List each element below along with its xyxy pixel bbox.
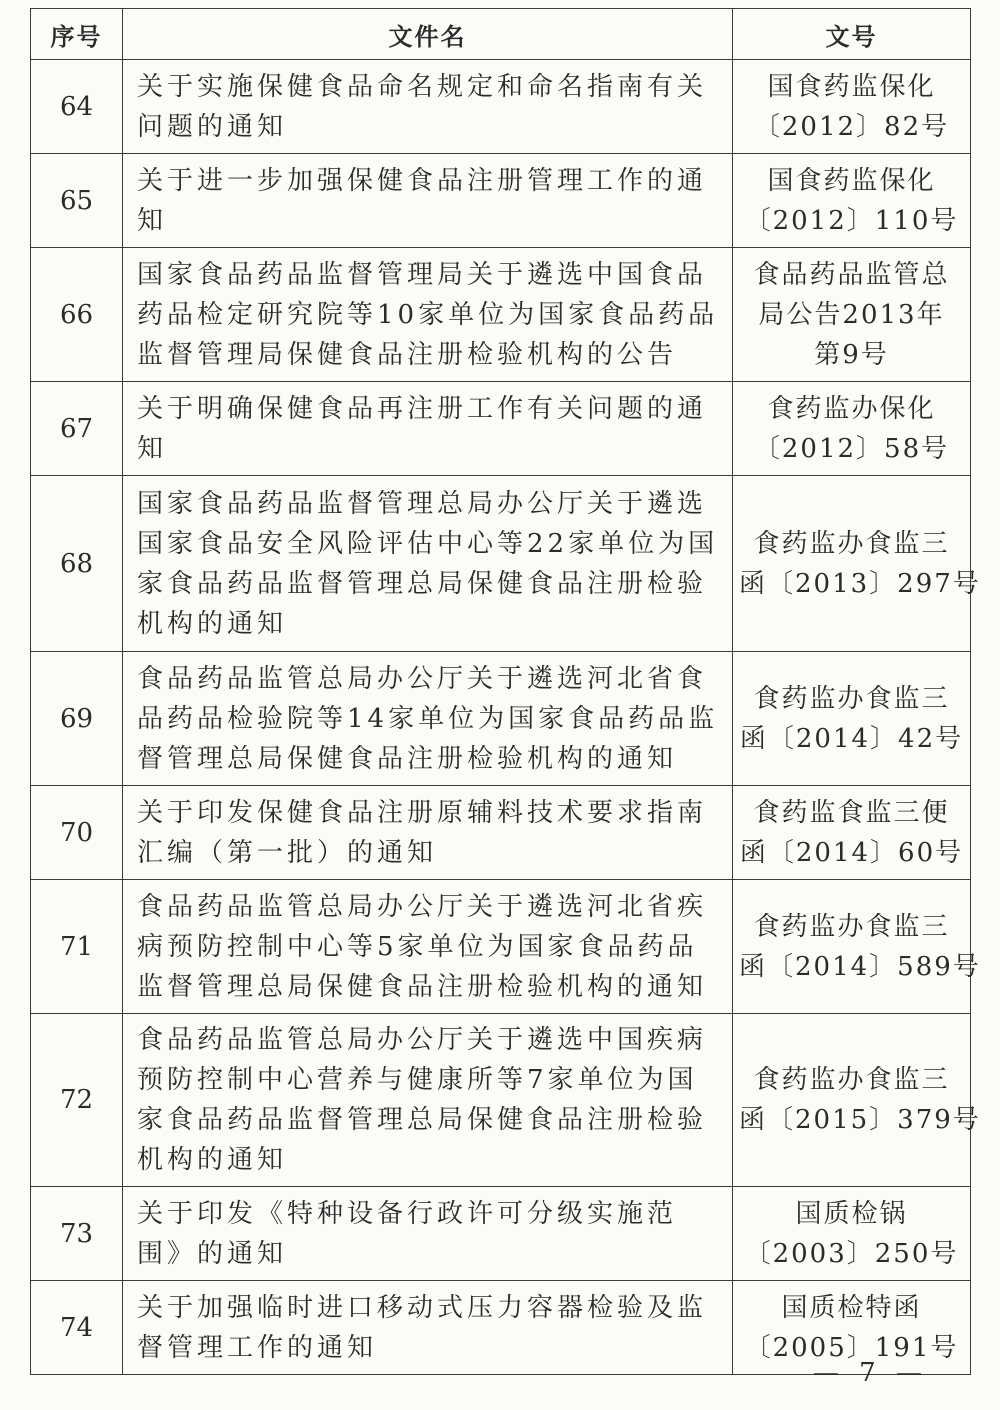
header-document-name: 文件名 bbox=[123, 9, 733, 60]
row-serial-number: 74 bbox=[31, 1281, 123, 1375]
row-serial-number: 69 bbox=[31, 652, 123, 786]
header-serial-number: 序号 bbox=[31, 9, 123, 60]
row-serial-number: 66 bbox=[31, 248, 123, 382]
row-document-code bbox=[733, 1014, 981, 1187]
document-code-line: 函〔2014〕42号 bbox=[739, 723, 964, 754]
row-document-name: 食品药品监管总局办公厅关于遴选河北省疾病预防控制中心等5家单位为国家食品药品监督管理总局保健食品注册检验机构的通知 bbox=[123, 880, 733, 1014]
row-serial-number: 70 bbox=[31, 786, 123, 880]
row-document-name: 食品药品监管总局办公厅关于遴选河北省食品药品检验院等14家单位为国家食品药品监督管理总局保健食品注册检验机构的通知 bbox=[123, 652, 733, 786]
document-code-line: 国质检特函 bbox=[781, 1292, 922, 1323]
document-code-line: 〔2003〕250号 bbox=[744, 1238, 959, 1269]
document-code-line: 〔2012〕58号 bbox=[753, 433, 950, 464]
document-code-line: 国食药监保化 bbox=[767, 71, 936, 102]
table-row bbox=[31, 652, 971, 786]
document-code-line: 食药监办食监三 bbox=[753, 911, 950, 942]
document-code-line: 食品药品监管总 bbox=[753, 259, 950, 290]
row-document-name: 关于明确保健食品再注册工作有关问题的通知 bbox=[123, 382, 733, 476]
document-code-line: 函〔2013〕297号 bbox=[739, 568, 981, 599]
document-code-line: 食药监办食监三 bbox=[753, 1065, 950, 1095]
row-document-code bbox=[733, 154, 971, 248]
document-code-line: 函〔2015〕379号 bbox=[739, 1105, 981, 1135]
document-code-line: 国食药监保化 bbox=[767, 165, 936, 196]
row-serial-number: 71 bbox=[31, 880, 123, 1014]
document-table bbox=[30, 8, 981, 1375]
row-serial-number: 68 bbox=[31, 476, 123, 652]
document-code-line: 食药监办食监三 bbox=[753, 528, 950, 559]
table-row bbox=[31, 476, 971, 652]
table-row bbox=[31, 880, 971, 1014]
table-row bbox=[31, 1014, 971, 1187]
document-code-line: 国质检锅 bbox=[795, 1198, 908, 1229]
table-header-row bbox=[31, 9, 971, 60]
table-row bbox=[31, 154, 971, 248]
header-document-code: 文号 bbox=[733, 9, 971, 60]
page-number: — 7 — bbox=[812, 1358, 928, 1388]
row-document-name: 国家食品药品监督管理局关于遴选中国食品药品检定研究院等10家单位为国家食品药品监督管理局保健食品注册检验机构的公告 bbox=[123, 248, 733, 382]
row-document-code bbox=[733, 60, 971, 154]
document-code-line: 食药监办食监三 bbox=[753, 683, 950, 714]
row-serial-number: 73 bbox=[31, 1187, 123, 1281]
table-row bbox=[31, 60, 971, 154]
row-document-name: 关于加强临时进口移动式压力容器检验及监督管理工作的通知 bbox=[123, 1281, 733, 1375]
table-row bbox=[31, 248, 971, 382]
row-document-code bbox=[733, 652, 971, 786]
table-row bbox=[31, 786, 971, 880]
table-row bbox=[31, 1187, 971, 1281]
document-code-line: 函〔2014〕60号 bbox=[739, 837, 964, 868]
document-code-line: 第9号 bbox=[814, 339, 889, 370]
document-code-line: 局公告2013年 bbox=[758, 299, 945, 330]
row-document-code bbox=[733, 382, 971, 476]
row-document-name: 关于印发《特种设备行政许可分级实施范围》的通知 bbox=[123, 1187, 733, 1281]
document-code-line: 函〔2014〕589号 bbox=[739, 951, 981, 982]
row-serial-number: 65 bbox=[31, 154, 123, 248]
row-document-code bbox=[733, 1187, 971, 1281]
document-code-line: 〔2012〕110号 bbox=[744, 205, 959, 236]
row-serial-number: 72 bbox=[31, 1014, 123, 1187]
row-document-name: 关于印发保健食品注册原辅料技术要求指南汇编（第一批）的通知 bbox=[123, 786, 733, 880]
row-document-name: 关于实施保健食品命名规定和命名指南有关问题的通知 bbox=[123, 60, 733, 154]
document-code-line: 〔2005〕191号 bbox=[744, 1332, 959, 1363]
row-serial-number: 67 bbox=[31, 382, 123, 476]
row-document-code bbox=[733, 786, 971, 880]
row-document-code bbox=[733, 248, 971, 382]
row-document-name: 关于进一步加强保健食品注册管理工作的通知 bbox=[123, 154, 733, 248]
row-document-code bbox=[733, 880, 981, 1014]
document-code-line: 〔2012〕82号 bbox=[753, 111, 950, 142]
row-document-code bbox=[733, 476, 981, 652]
table-row bbox=[31, 382, 971, 476]
row-document-name: 食品药品监管总局办公厅关于遴选中国疾病预防控制中心营养与健康所等7家单位为国家食品药品监督管理总局保健食品注册检验机构的通知 bbox=[123, 1014, 733, 1187]
document-code-line: 食药监办保化 bbox=[767, 393, 936, 424]
row-document-name: 国家食品药品监督管理总局办公厅关于遴选国家食品安全风险评估中心等22家单位为国家食品药品监督管理总局保健食品注册检验机构的通知 bbox=[123, 476, 733, 652]
row-serial-number: 64 bbox=[31, 60, 123, 154]
document-code-line: 食药监食监三便 bbox=[753, 797, 950, 828]
